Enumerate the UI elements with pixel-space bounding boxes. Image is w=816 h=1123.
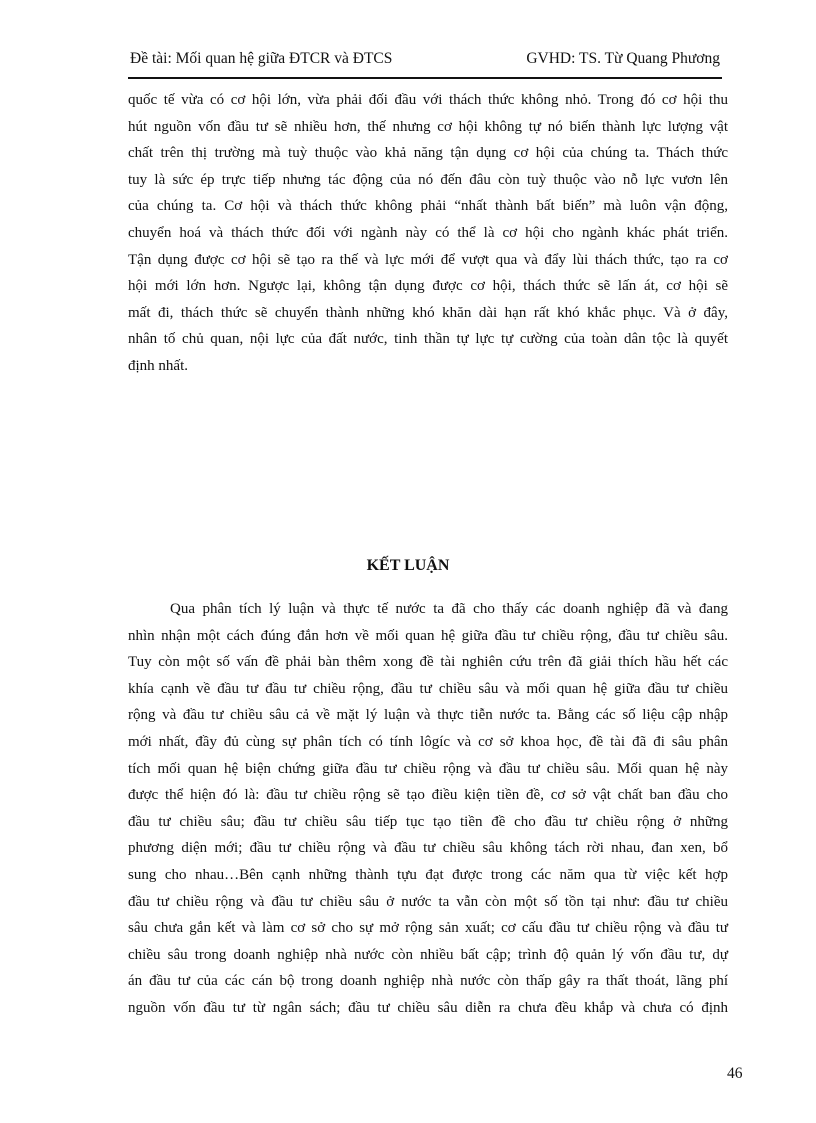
text-line: mất đi, thách thức sẽ chuyển thành những khó khăn dài hạn rất khó khắc phục. Và ở đây, xyxy=(128,304,728,321)
conclusion-heading: KẾT LUẬN xyxy=(366,557,450,574)
header-divider xyxy=(128,77,722,79)
text-line: Tuy còn một số vấn đề phải bàn thêm xong đề tài nghiên cứu trên đã giải thích hầu hết các xyxy=(128,654,728,671)
text-line: chất trên thị trường mà tuỳ thuộc vào khả năng tận dụng cơ hội của chúng ta. Thách thức xyxy=(128,145,728,162)
text-line: đầu tư chiều rộng và đầu tư chiều sâu ở nước ta vẫn còn một số tồn tại như: đầu tư chiều xyxy=(128,893,728,910)
text-line: chuyển hoá và thách thức đối với ngành này có thể là cơ hội cho ngành khác phát triển. xyxy=(128,224,728,241)
text-line: tích mối quan hệ biện chứng giữa đầu tư chiều rộng và đầu tư chiều sâu. Mối quan hệ này xyxy=(128,760,728,777)
conclusion-paragraph xyxy=(128,596,728,1022)
text-line: sung cho nhau…Bên cạnh những thành tựu đạt được trong các năm qua từ việc kết hợp xyxy=(128,866,728,883)
text-line: được thể hiện đó là: đầu tư chiều rộng sẽ tạo điều kiện tiền đề, cơ sở vật chất ban đầu cho xyxy=(128,787,728,804)
header-topic: Đề tài: Mối quan hệ giữa ĐTCR và ĐTCS xyxy=(130,50,393,67)
text-line: nhân tố chủ quan, nội lực của đất nước, tinh thần tự lực tự cường của toàn dân tộc là quyết xyxy=(128,331,728,348)
text-line: nguồn vốn đầu tư từ ngân sách; đầu tư chiều sâu diễn ra chưa đều khắp và chưa có định xyxy=(128,999,728,1016)
text-line: của chúng ta. Cơ hội và thách thức không phải “nhất thành bất biến” mà luôn vận động, xyxy=(128,198,728,215)
text-line: chiều sâu trong doanh nghiệp nhà nước còn nhiều bất cập; trình độ quản lý vốn đầu tư, dự xyxy=(128,946,728,963)
text-line: quốc tế vừa có cơ hội lớn, vừa phải đối đầu với thách thức không nhỏ. Trong đó cơ hội thu xyxy=(128,92,728,108)
text-line: định nhất. xyxy=(128,357,188,374)
text-line: mới nhất, đầy đủ cùng sự phân tích có tính lôgíc và cơ sở khoa học, đề tài đã đi sâu phân xyxy=(128,733,728,750)
text-line: nhìn nhận một cách đúng đắn hơn về mối quan hệ giữa đầu tư chiều rộng, đầu tư chiều sâu. xyxy=(128,627,728,644)
text-line: phương diện mới; đầu tư chiều rộng và đầu tư chiều sâu không tách rời nhau, đan xen, bổ xyxy=(128,840,728,857)
text-line: Qua phân tích lý luận và thực tế nước ta đã cho thấy các doanh nghiệp đã và đang xyxy=(170,601,728,617)
text-line: rộng và đầu tư chiều sâu cả về mặt lý luận và thực tiễn nước ta. Bằng các số liệu cập nhập xyxy=(128,707,728,724)
text-line: tuy là sức ép trực tiếp nhưng tác động của nó đến đâu còn tuỳ thuộc vào nỗ lực vươn lên xyxy=(128,171,728,188)
header-supervisor: GVHD: TS. Từ Quang Phương xyxy=(526,50,720,67)
text-line: khía cạnh về đầu tư đầu tư chiều rộng, đầu tư chiều sâu và mối quan hệ giữa đầu tư chiều xyxy=(128,680,728,697)
text-line: đầu tư chiều sâu; đầu tư chiều sâu tiếp tục tạo tiền đề cho đầu tư chiều rộng ở những xyxy=(128,813,728,830)
text-line: hút nguồn vốn đầu tư sẽ nhiều hơn, thế nhưng cơ hội không tự nó biến thành lực lượng vật xyxy=(128,118,728,135)
text-line: hội mới lớn hơn. Ngược lại, không tận dụng được cơ hội, thách thức sẽ lấn át, cơ hội sẽ xyxy=(128,278,728,295)
page-header xyxy=(130,50,720,72)
page-number: 46 xyxy=(727,1065,743,1082)
text-line: án đầu tư của các cán bộ trong doanh nghiệp nhà nước còn thấp gây ra thất thoát, lãng phí xyxy=(128,973,728,990)
text-line: Tận dụng được cơ hội sẽ tạo ra thế và lực mới để vượt qua và đẩy lùi thách thức, tạo ra cơ xyxy=(128,251,728,268)
text-line: sâu chưa gắn kết và làm cơ sở cho sự mở rộng sản xuất; cơ cấu đầu tư chiều rộng và đầu tư xyxy=(128,920,728,937)
body-paragraph-top xyxy=(128,87,728,380)
